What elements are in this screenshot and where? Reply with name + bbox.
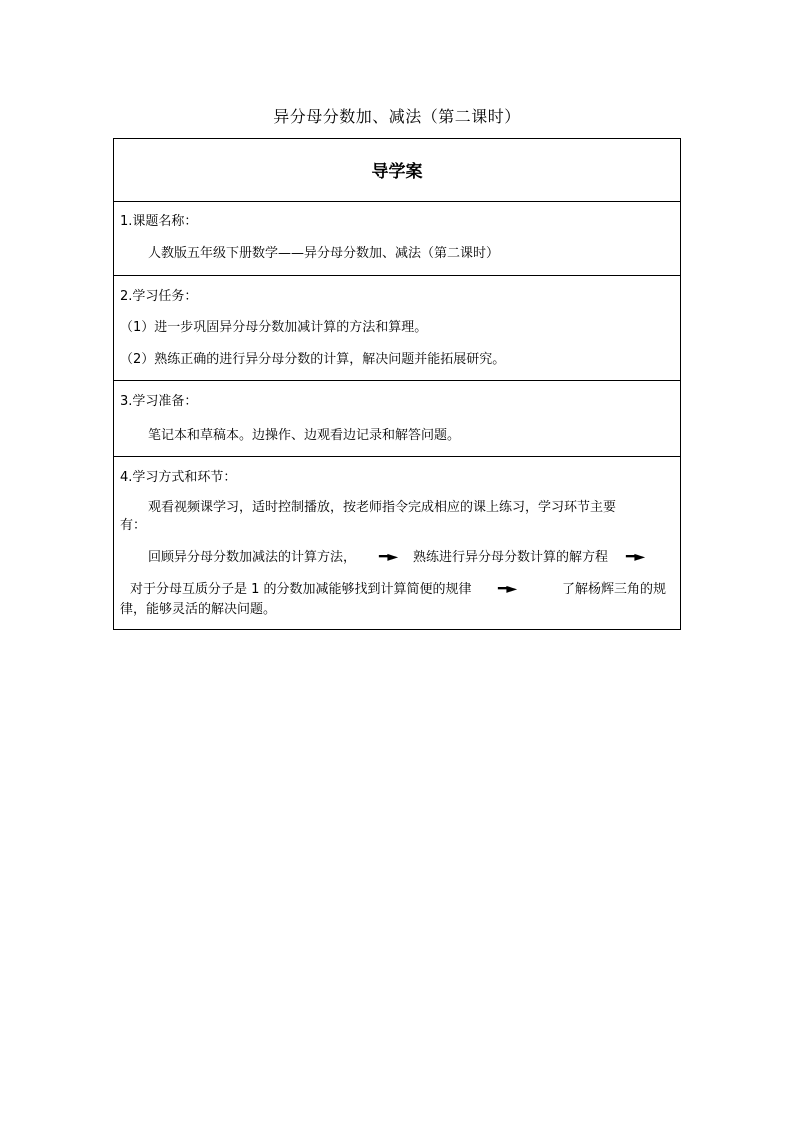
right-arrow-icon: ━► (379, 549, 399, 565)
task-item: （1）进一步巩固异分母分数加减计算的方法和算理。 (120, 320, 428, 335)
methods-section (114, 457, 680, 629)
step-rule: 对于分母互质分子是 1 的分数加减能够找到计算简便的规律 (130, 582, 472, 597)
right-arrow-icon: ━► (498, 581, 518, 597)
study-guide-heading: 导学案 (371, 162, 423, 182)
tasks-label: 2.学习任务： (120, 289, 198, 304)
preparation-text: 笔记本和草稿本。边操作、边观看边记录和解答问题。 (148, 428, 461, 443)
preparation-label: 3.学习准备： (120, 394, 198, 409)
topic-section (114, 202, 680, 276)
methods-label: 4.学习方式和环节： (120, 470, 237, 485)
heading-row (114, 139, 680, 202)
study-guide-table (113, 138, 681, 630)
topic-label: 1.课题名称： (120, 214, 198, 229)
methods-intro: 观看视频课学习，适时控制播放，按老师指令完成相应的课上练习，学习环节主要 (148, 500, 617, 515)
step-yanghui-continued: 律，能够灵活的解决问题。 (120, 602, 277, 617)
step-review: 回顾异分母分数加减法的计算方法， (148, 550, 357, 565)
step-yanghui: 了解杨辉三角的规 (562, 582, 667, 597)
document-title: 异分母分数加、减法（第二课时） (273, 107, 521, 126)
step-equations: 熟练进行异分母分数计算的解方程 (413, 550, 609, 565)
topic-text: 人教版五年级下册数学——异分母分数加、减法（第二课时） (148, 246, 500, 261)
methods-intro-continued: 有： (120, 518, 147, 533)
task-item: （2）熟练正确的进行异分母分数的计算，解决问题并能拓展研究。 (120, 352, 506, 367)
preparation-section (114, 381, 680, 457)
right-arrow-icon: ━► (626, 549, 646, 565)
tasks-section (114, 276, 680, 381)
